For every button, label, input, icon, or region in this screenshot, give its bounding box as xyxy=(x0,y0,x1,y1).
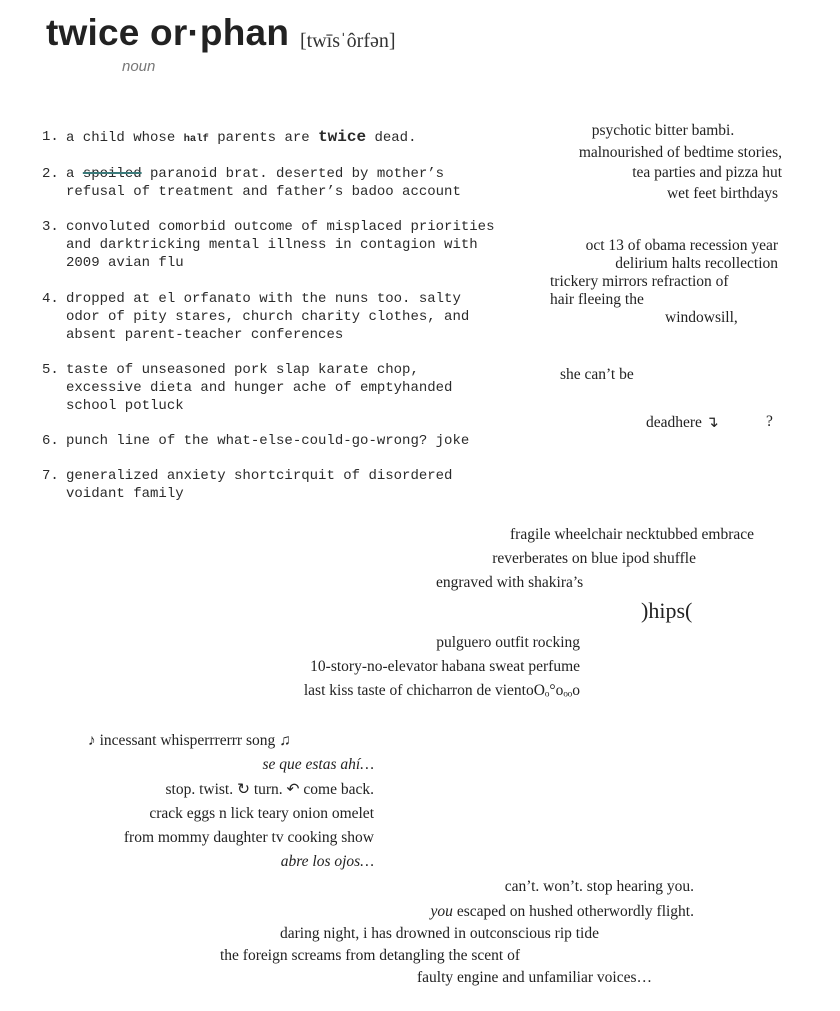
poem-line: the foreign screams from detangling the scent of xyxy=(220,947,520,964)
poem-line: ♪ incessant whisperrrerrr song ♫ xyxy=(88,732,291,749)
definition-1 xyxy=(42,128,512,148)
poem-line: abre los ojos… xyxy=(280,853,374,870)
poem-line: 10-story-no-elevator habana sweat perfume xyxy=(310,658,580,675)
definition-number: 4. xyxy=(42,291,59,307)
poem-line: windowsill, xyxy=(665,309,738,326)
definition-5 xyxy=(42,361,512,415)
definition-2 xyxy=(42,165,512,201)
poem-line: tea parties and pizza hut xyxy=(632,164,782,181)
definition-3 xyxy=(42,218,512,272)
poem-line: hair fleeing the xyxy=(550,291,644,308)
poem-line: oct 13 of obama recession year xyxy=(585,237,778,254)
poem-line: daring night, i has drowned in outconscious rip tide xyxy=(280,925,599,942)
definition-7 xyxy=(42,467,512,503)
definition-text: dropped at el orfanato with the nuns too. salty odor of pity stares, church charity clothes, and absent parent-teacher conferences xyxy=(66,291,470,343)
poem-line: deadhere ↴ xyxy=(646,414,719,431)
poem-line: you escaped on hushed otherwordly flight. xyxy=(430,903,694,920)
emphasis-you: you xyxy=(430,903,453,920)
poem-line: fragile wheelchair necktubbed embrace xyxy=(510,526,754,543)
definition-text: a child whose half parents are twice dead. xyxy=(66,128,417,146)
emphasis-twice: twice xyxy=(318,128,367,146)
poem-line: se que estas ahí… xyxy=(262,756,374,773)
poem-line: reverberates on blue ipod shuffle xyxy=(492,550,696,567)
poem-line: ? xyxy=(766,413,773,430)
poem-line: trickery mirrors refraction of xyxy=(550,273,729,290)
poem-line: she can’t be xyxy=(560,366,634,383)
pronunciation: [twīsˈôrfən] xyxy=(300,30,396,52)
poem-line: engraved with shakira’s xyxy=(436,574,584,591)
poem-line: stop. twist. ↻ turn. ↶ come back. xyxy=(165,781,374,798)
emphasis-half: half xyxy=(183,133,209,145)
part-of-speech: noun xyxy=(122,58,156,75)
poem-line: wet feet birthdays xyxy=(666,185,778,202)
poem-line: last kiss taste of chicharron de vientoOₒ°oₒₒo xyxy=(303,682,580,699)
definition-text: punch line of the what-else-could-go-wrong? joke xyxy=(66,433,470,449)
definition-text: generalized anxiety shortcirquit of disordered voidant family xyxy=(66,468,453,502)
headword: twice or·phan xyxy=(46,12,290,53)
definition-6 xyxy=(42,432,512,450)
definition-number: 6. xyxy=(42,433,59,449)
definition-text: convoluted comorbid outcome of misplaced priorities and darktricking mental illness in contagion with 2009 avian flu xyxy=(66,219,495,271)
definition-text: taste of unseasoned pork slap karate chop, excessive dieta and hunger ache of emptyhanded school potluck xyxy=(66,362,453,414)
definition-number: 5. xyxy=(42,362,59,378)
poem-line: malnourished of bedtime stories, xyxy=(578,144,782,161)
poem-line: from mommy daughter tv cooking show xyxy=(123,829,374,846)
definition-text: a spoiled paranoid brat. deserted by mother’s refusal of treatment and father’s badoo account xyxy=(66,166,461,200)
poem-line: faulty engine and unfamiliar voices… xyxy=(417,969,653,986)
poem-line: pulguero outfit rocking xyxy=(436,634,580,651)
poem-line: can’t. won’t. stop hearing you. xyxy=(504,878,694,895)
poem-line: delirium halts recollection xyxy=(615,255,778,272)
poem-line: psychotic bitter bambi. xyxy=(591,122,735,139)
definition-number: 7. xyxy=(42,468,59,484)
definition-4 xyxy=(42,290,512,344)
struck-word: spoiled xyxy=(82,166,142,182)
poem-line: crack eggs n lick teary onion omelet xyxy=(149,805,374,822)
definition-number: 1. xyxy=(42,129,59,145)
hips-word: )hips( xyxy=(641,598,693,623)
definition-number: 2. xyxy=(42,166,59,182)
definition-number: 3. xyxy=(42,219,59,235)
